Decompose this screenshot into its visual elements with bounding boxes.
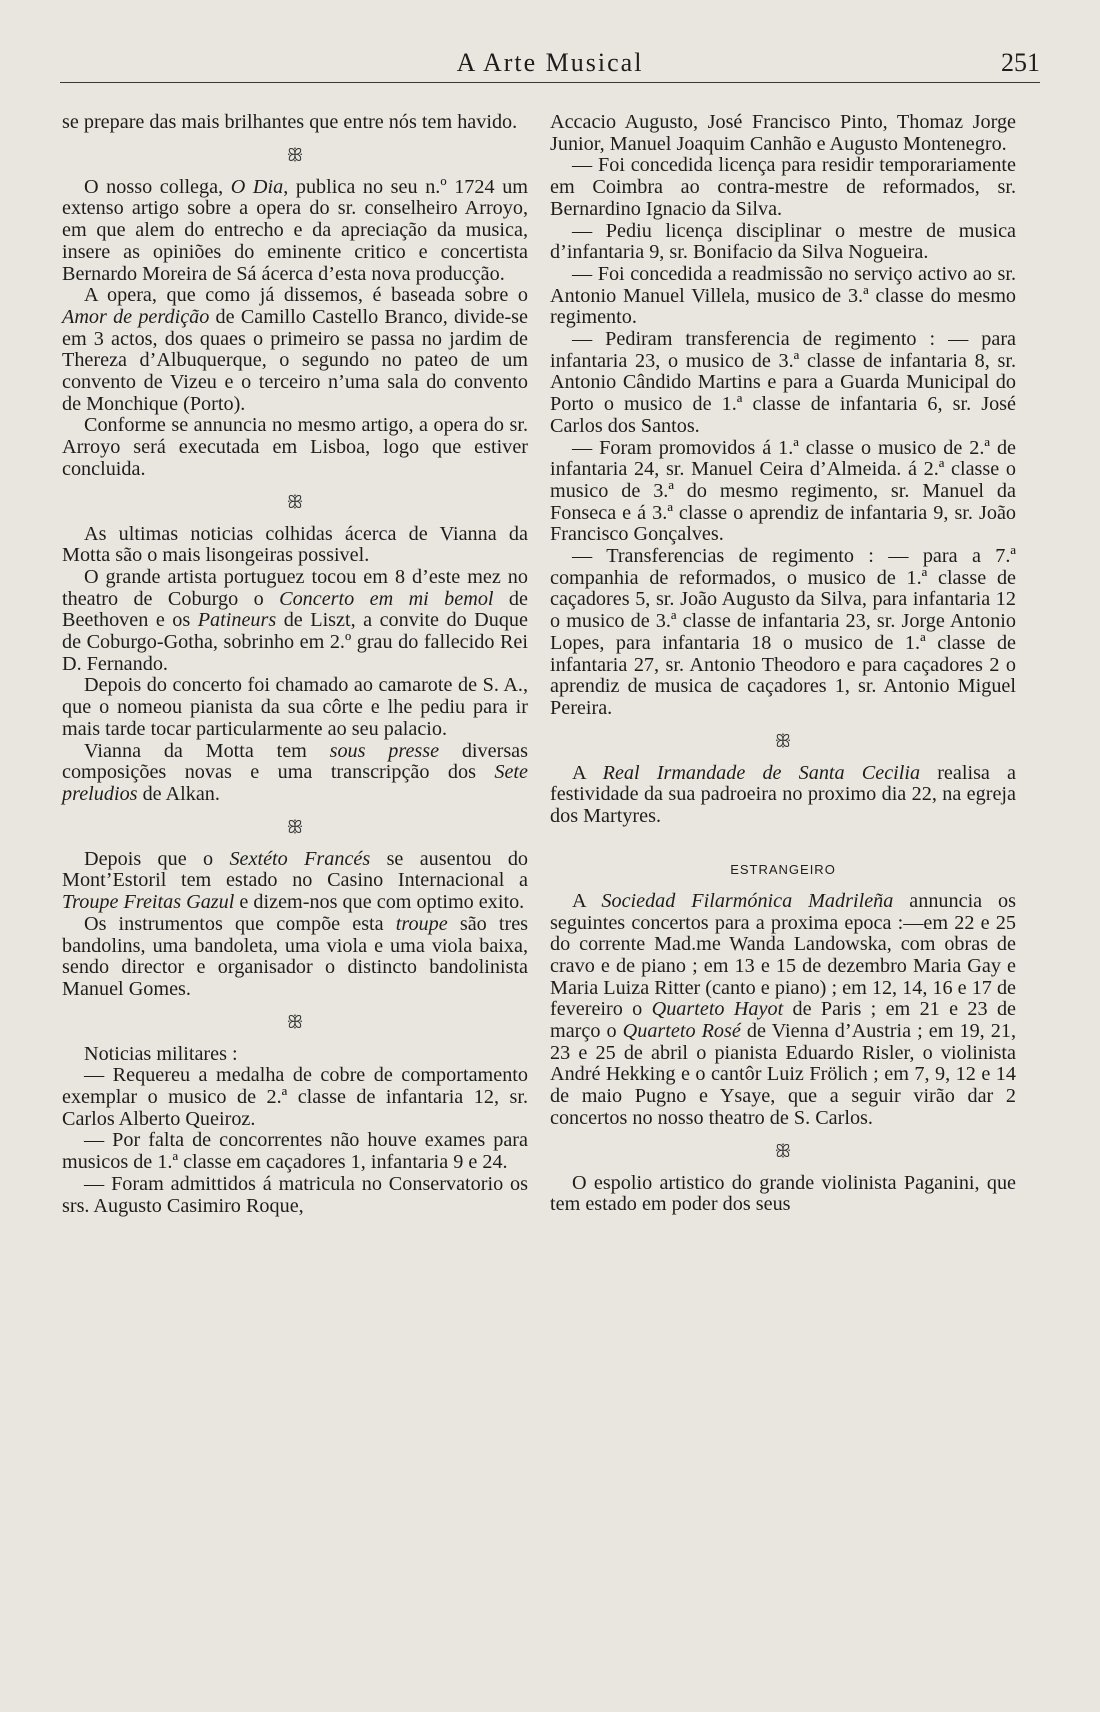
paragraph: — Pediram transferencia de regimento : — para infantaria 23, o musico de 3.ª classe de infantaria 8, sr. Antonio Cândido Martins e para a Guarda Municipal do Porto o musico de 1.ª classe de infantaria 6, sr. José Carlos dos Santos. — [550, 328, 1016, 437]
paragraph: se prepare das mais brilhantes que entre nós tem havido. — [62, 111, 518, 133]
ornament-icon: ꕥ — [286, 144, 304, 165]
ornament-icon: ꕥ — [774, 1140, 792, 1161]
page-header — [60, 44, 1040, 84]
paragraph: Noticias militares : — [84, 1042, 238, 1065]
paragraph: — Foram promovidos á 1.ª classe o musico de 2.ª de infantaria 24, sr. Manuel Ceira d’Almeida. á 2.ª classe o musico de 3.ª do mesmo regimento, sr. Manuel da Fonseca e á 3.ª classe o aprendiz de infantaria 9, sr. João Francisco Gonçalves. — [550, 436, 1016, 546]
paragraph: — Pediu licença disciplinar o mestre de musica d’infantaria 9, sr. Bonifacio da Silva Nogueira. — [550, 219, 1016, 264]
paragraph: Depois que o Sextéto Francés se ausentou do Mont’Estoril tem estado no Casino Internacional a Troupe Freitas Gazul e dizem-nos que com optimo exito. — [62, 847, 529, 914]
paragraph: O espolio artistico do grande violinista Paganini, que tem estado em poder dos seus — [550, 1171, 1016, 1216]
paragraph: Conforme se annuncia no mesmo artigo, a opera do sr. Arroyo será executada em Lisboa, logo que estiver concluida. — [62, 414, 528, 480]
paragraph: Depois do concerto foi chamado ao camarote de S. A., que o nomeou pianista da sua côrte e lhe pediu para ir mais tarde tocar particularmente ao seu palacio. — [62, 674, 528, 740]
section-heading: ESTRANGEIRO — [730, 861, 836, 877]
ornament-icon: ꕥ — [286, 491, 304, 512]
paragraph: — Foram admittidos á matricula no Conservatorio os srs. Augusto Casimiro Roque, — [62, 1172, 528, 1217]
header-rule — [60, 82, 1040, 83]
running-title: A Arte Musical — [456, 48, 644, 77]
ornament-icon: ꕥ — [286, 1011, 304, 1032]
paragraph: A opera, que como já dissemos, é baseada sobre o Amor de perdição de Camillo Castello Branco, divide-se em 3 actos, dos quaes o primeiro se passa no jardim de Thereza d’Albuquerque, o segundo no pateo de um convento de Vizeu e o terceiro n’uma sala do convento de Monchique (Porto). — [62, 284, 528, 415]
ornament-icon: ꕥ — [286, 816, 304, 837]
page-number: 251 — [1001, 48, 1040, 77]
paragraph: O nosso collega, O Dia, publica no seu n.º 1724 um extenso artigo sobre a opera do sr. conselheiro Arroyo, em que alem do entrecho e da apreciação da musica, insere as opiniões do eminente critico e concertista Bernardo Moreira de Sá ácerca d’esta nova producção. — [62, 175, 528, 285]
paragraph: Os instrumentos que compõe esta troupe são tres bandolins, uma bandoleta, uma viola e uma viola baixa, sendo director e organisador o distincto bandolinista Manuel Gomes. — [62, 912, 529, 1000]
paragraph: A Sociedad Filarmónica Madrileña annuncia os seguintes concertos para a proxima epoca :—em 22 e 25 do corrente Mad.me Wanda Landowska, com obras de cravo e de piano ; em 13 e 15 de dezembro Maria Gay e Maria Luiza Ritter (canto e piano) ; em 12, 14, 16 e 17 de fevereiro o Quarteto Hayot de Paris ; em 21 e 23 de março o Quarteto Rosé de Vienna d’Austria ; em 19, 21, 23 e 25 de abril o pianista Eduardo Risler, o violinista André Hekking e o cantôr Luiz Frölich ; em 7, 9, 12 e 14 de maio Pugno e Ysaye, que a seguir virão dar 2 concertos no nosso theatro de S. Carlos. — [550, 889, 1016, 1129]
paragraph: — Foi concedida licença para residir temporariamente em Coimbra ao contra-mestre de reformados, sr. Bernardino Ignacio da Silva. — [550, 154, 1016, 220]
paragraph: — Transferencias de regimento : — para a 7.ª companhia de reformados, o musico de 1.ª classe de caçadores 5, sr. João Augusto da Silva, para infantaria 12 o musico de 3.ª classe de infantaria 23, sr. Jorge Antonio Lopes, para infantaria 18 o musico de 1.ª classe de infantaria 27, sr. Antonio Theodoro e para caçadores 2 o aprendiz de musica de caçadores 1, sr. Antonio Miguel Pereira. — [550, 545, 1016, 719]
paragraph: A Real Irmandade de Santa Cecilia realisa a festividade da sua padroeira no proximo dia 22, na egreja dos Martyres. — [550, 761, 1016, 828]
paragraph: — Foi concedida a readmissão no serviço activo ao sr. Antonio Manuel Villela, musico de 3.ª classe do mesmo regimento. — [550, 262, 1016, 329]
paragraph: As ultimas noticias colhidas ácerca de Vianna da Motta são o mais lisongeiras possivel. — [62, 522, 528, 567]
paragraph: — Requereu a medalha de cobre de comportamento exemplar o musico de 2.ª classe de infantaria 12, sr. Carlos Alberto Queiroz. — [62, 1064, 528, 1130]
paragraph: — Por falta de concorrentes não houve exames para musicos de 1.ª classe em caçadores 1, infantaria 9 e 24. — [62, 1129, 528, 1174]
paragraph: O grande artista portuguez tocou em 8 d’este mez no theatro de Coburgo o Concerto em mi bemol de Beethoven e os Patineurs de Liszt, a convite do Duque de Coburgo-Gotha, sobrinho em 2.º grau do fallecido Rei D. Fernando. — [62, 565, 528, 675]
paragraph: Vianna da Motta tem sous presse diversas composições novas e uma transcripção dos Sete preludios de Alkan. — [62, 739, 528, 805]
paragraph: Accacio Augusto, José Francisco Pinto, Thomaz Jorge Junior, Manuel Joaquim Canhão e Augusto Montenegro. — [550, 111, 1016, 155]
ornament-icon: ꕥ — [774, 730, 792, 751]
right-column — [550, 112, 1016, 1216]
left-column — [62, 112, 528, 1217]
